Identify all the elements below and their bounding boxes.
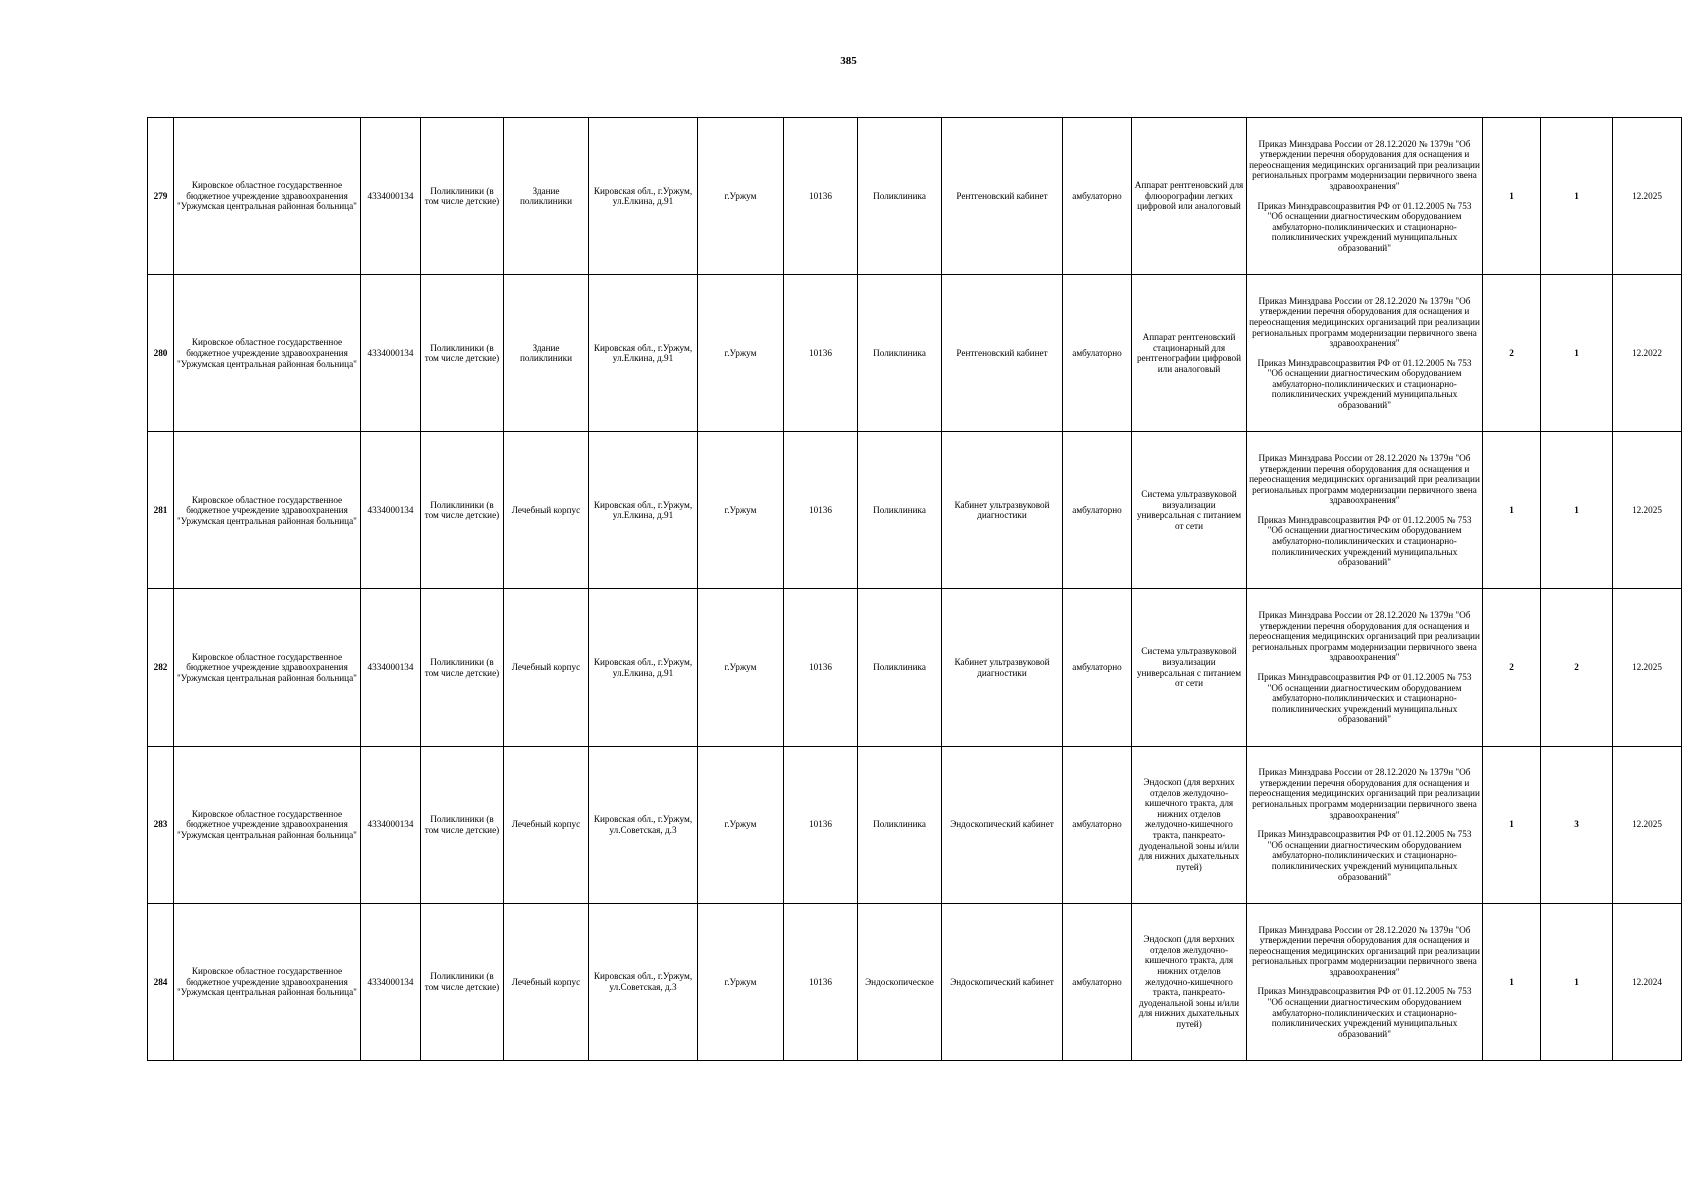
care-mode: амбулаторно [1063, 275, 1132, 432]
date: 12.2024 [1613, 903, 1682, 1060]
quantity-2: 2 [1541, 589, 1613, 746]
quantity-2: 3 [1541, 746, 1613, 903]
date: 12.2022 [1613, 275, 1682, 432]
organization-name: Кировское областное государственное бюджетное учреждение здравоохранения "Уржумская центральная районная больница" [174, 432, 361, 589]
quantity-1: 2 [1483, 589, 1541, 746]
code: 10136 [784, 903, 858, 1060]
inn: 4334000134 [361, 903, 421, 1060]
row-number: 282 [148, 589, 174, 746]
address: Кировская обл., г.Уржум, ул.Елкина, д.91 [589, 589, 698, 746]
organization-name: Кировское областное государственное бюджетное учреждение здравоохранения "Уржумская центральная районная больница" [174, 589, 361, 746]
address: Кировская обл., г.Уржум, ул.Елкина, д.91 [589, 118, 698, 275]
room: Кабинет ультразвуковой диагностики [942, 589, 1063, 746]
row-number: 281 [148, 432, 174, 589]
room: Кабинет ультразвуковой диагностики [942, 432, 1063, 589]
city: г.Уржум [698, 275, 784, 432]
quantity-2: 1 [1541, 275, 1613, 432]
code: 10136 [784, 432, 858, 589]
legal-basis [1247, 589, 1483, 746]
facility-type: Поликлиники (в том числе детские) [421, 432, 504, 589]
legal-basis-2: Приказ Минздравсоцразвития РФ от 01.12.2005 № 753 "Об оснащении диагностическим оборудованием амбулаторно-поликлинических и стационарно-поликлинических учреждений муниципальных образований" [1257, 357, 1472, 411]
date: 12.2025 [1613, 746, 1682, 903]
organization-name: Кировское областное государственное бюджетное учреждение здравоохранения "Уржумская центральная районная больница" [174, 118, 361, 275]
care-mode: амбулаторно [1063, 432, 1132, 589]
equipment: Эндоскоп (для верхних отделов желудочно-кишечного тракта, для нижних отделов желудочно-кишечного тракта, панкреато-дуоденальной зоны и/или для нижних дыхательных путей) [1132, 746, 1247, 903]
date: 12.2025 [1613, 118, 1682, 275]
building: Здание поликлиники [504, 118, 589, 275]
organization-name: Кировское областное государственное бюджетное учреждение здравоохранения "Уржумская центральная районная больница" [174, 903, 361, 1060]
equipment: Система ультразвуковой визуализации универсальная с питанием от сети [1132, 432, 1247, 589]
unit: Поликлиника [858, 118, 942, 275]
equipment: Аппарат рентгеновский для флюорографии легких цифровой или аналоговый [1132, 118, 1247, 275]
legal-basis-1: Приказ Минздрава России от 28.12.2020 № 1379н "Об утверждении перечня оборудования для оснащения и переоснащения медицинских организаций при реализации региональных программ модернизации первичного звена здравоохранения" [1249, 924, 1480, 977]
legal-basis [1247, 432, 1483, 589]
care-mode: амбулаторно [1063, 746, 1132, 903]
city: г.Уржум [698, 903, 784, 1060]
facility-type: Поликлиники (в том числе детские) [421, 118, 504, 275]
table-row [148, 746, 1682, 903]
building: Лечебный корпус [504, 432, 589, 589]
equipment: Система ультразвуковой визуализации универсальная с питанием от сети [1132, 589, 1247, 746]
city: г.Уржум [698, 432, 784, 589]
quantity-2: 1 [1541, 118, 1613, 275]
table-row [148, 903, 1682, 1060]
legal-basis [1247, 275, 1483, 432]
facility-type: Поликлиники (в том числе детские) [421, 589, 504, 746]
address: Кировская обл., г.Уржум, ул.Советская, д.3 [589, 903, 698, 1060]
table-row [148, 118, 1682, 275]
inn: 4334000134 [361, 432, 421, 589]
quantity-1: 2 [1483, 275, 1541, 432]
row-number: 284 [148, 903, 174, 1060]
quantity-1: 1 [1483, 746, 1541, 903]
room: Эндоскопический кабинет [942, 746, 1063, 903]
address: Кировская обл., г.Уржум, ул.Елкина, д.91 [589, 275, 698, 432]
date: 12.2025 [1613, 432, 1682, 589]
unit: Поликлиника [858, 432, 942, 589]
building: Лечебный корпус [504, 746, 589, 903]
table-row [148, 275, 1682, 432]
unit: Поликлиника [858, 746, 942, 903]
legal-basis-1: Приказ Минздрава России от 28.12.2020 № 1379н "Об утверждении перечня оборудования для оснащения и переоснащения медицинских организаций при реализации региональных программ модернизации первичного звена здравоохранения" [1249, 295, 1480, 349]
legal-basis-2: Приказ Минздравсоцразвития РФ от 01.12.2005 № 753 "Об оснащении диагностическим оборудованием амбулаторно-поликлинических и стационарно-поликлинических учреждений муниципальных образований" [1257, 829, 1472, 882]
legal-basis-2: Приказ Минздравсоцразвития РФ от 01.12.2005 № 753 "Об оснащении диагностическим оборудованием амбулаторно-поликлинических и стационарно-поликлинических учреждений муниципальных образований" [1257, 514, 1472, 568]
equipment: Эндоскоп (для верхних отделов желудочно-кишечного тракта, для нижних отделов желудочно-кишечного тракта, панкреато-дуоденальной зоны и/или для нижних дыхательных путей) [1132, 903, 1247, 1060]
page-number: 385 [840, 55, 857, 67]
city: г.Уржум [698, 746, 784, 903]
legal-basis [1247, 903, 1483, 1060]
legal-basis-1: Приказ Минздрава России от 28.12.2020 № 1379н "Об утверждении перечня оборудования для оснащения и переоснащения медицинских организаций при реализации региональных программ модернизации первичного звена здравоохранения" [1249, 453, 1480, 506]
address: Кировская обл., г.Уржум, ул.Советская, д.3 [589, 746, 698, 903]
code: 10136 [784, 275, 858, 432]
equipment: Аппарат рентгеновский стационарный для рентгенографии цифровой или аналоговый [1132, 275, 1247, 432]
row-number: 280 [148, 275, 174, 432]
room: Эндоскопический кабинет [942, 903, 1063, 1060]
legal-basis-2: Приказ Минздравсоцразвития РФ от 01.12.2005 № 753 "Об оснащении диагностическим оборудованием амбулаторно-поликлинических и стационарно-поликлинических учреждений муниципальных образований" [1257, 986, 1472, 1039]
legal-basis-2: Приказ Минздравсоцразвития РФ от 01.12.2005 № 753 "Об оснащении диагностическим оборудованием амбулаторно-поликлинических и стационарно-поликлинических учреждений муниципальных образований" [1257, 200, 1472, 253]
quantity-1: 1 [1483, 903, 1541, 1060]
code: 10136 [784, 118, 858, 275]
building: Лечебный корпус [504, 589, 589, 746]
quantity-1: 1 [1483, 118, 1541, 275]
organization-name: Кировское областное государственное бюджетное учреждение здравоохранения "Уржумская центральная районная больница" [174, 275, 361, 432]
unit: Поликлиника [858, 275, 942, 432]
facility-type: Поликлиники (в том числе детские) [421, 903, 504, 1060]
inn: 4334000134 [361, 746, 421, 903]
organization-name: Кировское областное государственное бюджетное учреждение здравоохранения "Уржумская центральная районная больница" [174, 746, 361, 903]
legal-basis [1247, 746, 1483, 903]
inn: 4334000134 [361, 118, 421, 275]
building: Лечебный корпус [504, 903, 589, 1060]
address: Кировская обл., г.Уржум, ул.Елкина, д.91 [589, 432, 698, 589]
table-body [148, 118, 1682, 1061]
room: Рентгеновский кабинет [942, 275, 1063, 432]
table-row [148, 589, 1682, 746]
table-row [148, 432, 1682, 589]
care-mode: амбулаторно [1063, 589, 1132, 746]
legal-basis [1247, 118, 1483, 275]
room: Рентгеновский кабинет [942, 118, 1063, 275]
quantity-1: 1 [1483, 432, 1541, 589]
building: Здание поликлиники [504, 275, 589, 432]
facility-type: Поликлиники (в том числе детские) [421, 275, 504, 432]
legal-basis-2: Приказ Минздравсоцразвития РФ от 01.12.2005 № 753 "Об оснащении диагностическим оборудованием амбулаторно-поликлинических и стационарно-поликлинических учреждений муниципальных образований" [1257, 672, 1472, 725]
inn: 4334000134 [361, 275, 421, 432]
row-number: 283 [148, 746, 174, 903]
date: 12.2025 [1613, 589, 1682, 746]
quantity-2: 1 [1541, 432, 1613, 589]
city: г.Уржум [698, 118, 784, 275]
care-mode: амбулаторно [1063, 118, 1132, 275]
unit: Поликлиника [858, 589, 942, 746]
unit: Эндоскопическое [858, 903, 942, 1060]
city: г.Уржум [698, 589, 784, 746]
code: 10136 [784, 746, 858, 903]
equipment-table [147, 117, 1682, 1061]
legal-basis-1: Приказ Минздрава России от 28.12.2020 № 1379н "Об утверждении перечня оборудования для оснащения и переоснащения медицинских организаций при реализации региональных программ модернизации первичного звена здравоохранения" [1249, 767, 1480, 820]
facility-type: Поликлиники (в том числе детские) [421, 746, 504, 903]
legal-basis-1: Приказ Минздрава России от 28.12.2020 № 1379н "Об утверждении перечня оборудования для оснащения и переоснащения медицинских организаций при реализации региональных программ модернизации первичного звена здравоохранения" [1249, 138, 1480, 191]
care-mode: амбулаторно [1063, 903, 1132, 1060]
inn: 4334000134 [361, 589, 421, 746]
row-number: 279 [148, 118, 174, 275]
code: 10136 [784, 589, 858, 746]
legal-basis-1: Приказ Минздрава России от 28.12.2020 № 1379н "Об утверждении перечня оборудования для оснащения и переоснащения медицинских организаций при реализации региональных программ модернизации первичного звена здравоохранения" [1249, 610, 1480, 663]
quantity-2: 1 [1541, 903, 1613, 1060]
